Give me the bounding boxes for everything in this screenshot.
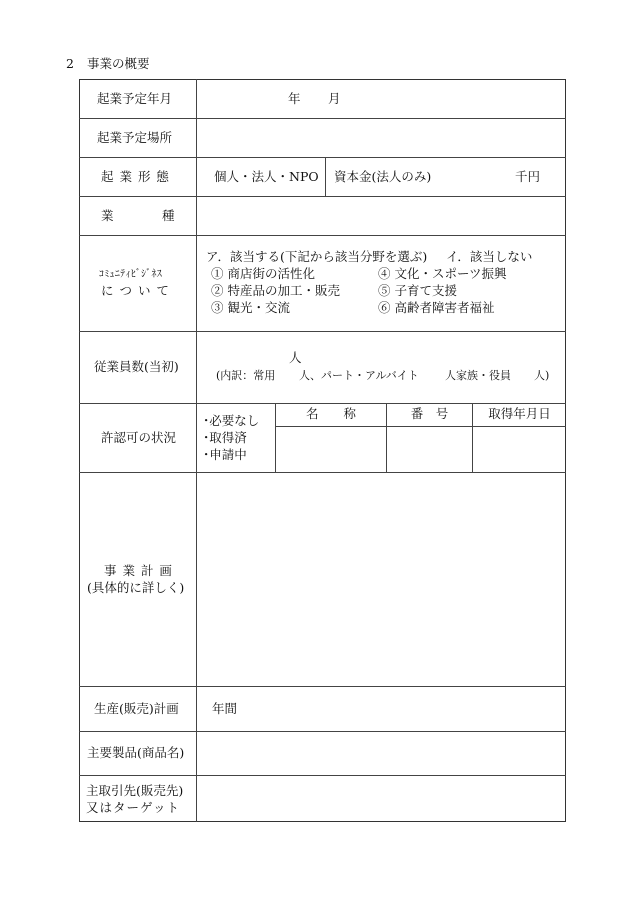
section-number: 2	[66, 56, 74, 71]
location-input-area[interactable]	[197, 119, 565, 157]
production-plan-label: 生産(販売)計画	[94, 701, 179, 716]
permit-number-input[interactable]	[387, 427, 472, 472]
field-option[interactable]: ③ 観光・交流	[211, 300, 290, 315]
main-products-label: 主要製品(商品名)	[87, 745, 185, 760]
industry-label-first: 業	[101, 208, 114, 223]
business-plan-label-detail: (具体的に詳しく)	[87, 580, 185, 595]
main-clients-input-area[interactable]	[197, 776, 565, 821]
row-divider	[79, 235, 566, 236]
employees-breakdown-parttime: 人、パート・アルバイト	[299, 369, 419, 382]
permit-status-option[interactable]: ･必要なし	[203, 413, 260, 428]
field-option[interactable]: ① 商店街の活性化	[211, 266, 315, 281]
option-applicable[interactable]: ア．該当する(下記から該当分野を選ぶ)	[206, 249, 428, 264]
start-date-month-unit: 月	[328, 91, 341, 106]
permits-header-name: 名 称	[305, 406, 356, 421]
field-option[interactable]: ② 特産品の加工・販売	[211, 283, 340, 298]
capital-label: 資本金(法人のみ)	[334, 169, 432, 184]
industry-input-area[interactable]	[197, 197, 565, 235]
permit-status-option[interactable]: ･申請中	[203, 447, 247, 462]
employees-breakdown-end: 人)	[534, 369, 550, 382]
row-divider	[79, 403, 566, 404]
production-plan-annual: 年間	[212, 701, 238, 716]
capital-unit: 千円	[515, 169, 541, 184]
section-title: 事業の概要	[87, 56, 150, 71]
start-date-year-unit: 年	[288, 91, 301, 106]
label-column-divider	[196, 79, 197, 822]
community-business-label: ｺﾐｭﾆﾃｨﾋﾞｼﾞﾈｽ	[99, 269, 162, 280]
business-form-divider	[325, 157, 326, 196]
permit-name-input[interactable]	[276, 427, 386, 472]
field-option[interactable]: ⑥ 高齢者障害者福祉	[378, 300, 495, 315]
start-date-label: 起業予定年月	[97, 91, 173, 106]
row-divider	[79, 331, 566, 332]
option-not-applicable[interactable]: イ．該当しない	[446, 249, 533, 264]
employees-label: 従業員数(当初)	[94, 359, 179, 374]
industry-label-second: 種	[162, 208, 175, 223]
location-label: 起業予定場所	[97, 130, 173, 145]
main-clients-label-target: 又はターゲット	[86, 800, 181, 815]
field-option[interactable]: ⑤ 子育て支援	[378, 283, 457, 298]
main-clients-label: 主取引先(販売先)	[86, 783, 184, 798]
business-form-options[interactable]: 個人・法人・NPO	[214, 169, 319, 184]
row-divider	[79, 686, 566, 687]
row-divider	[79, 157, 566, 158]
business-form-label: 起 業 形 態	[101, 169, 170, 184]
community-business-label-suffix: に つ い て	[101, 283, 170, 298]
permits-header-number: 番 号	[410, 406, 449, 421]
start-date-input-area[interactable]	[197, 80, 565, 118]
employees-breakdown-family: 人家族・役員	[445, 369, 511, 382]
permits-header-acquired: 取得年月日	[488, 406, 551, 421]
business-plan-input-area[interactable]	[197, 473, 565, 686]
employees-total-unit: 人	[289, 350, 302, 365]
main-products-input-area[interactable]	[197, 732, 565, 775]
employees-breakdown-regular: (内訳：常用	[216, 369, 276, 382]
field-option[interactable]: ④ 文化・スポーツ振興	[378, 266, 507, 281]
permit-status-option[interactable]: ･取得済	[203, 430, 247, 445]
business-plan-label: 事 業 計 画	[104, 563, 173, 578]
permits-label: 許認可の状況	[101, 430, 177, 445]
permit-acquired-date-input[interactable]	[473, 427, 565, 472]
